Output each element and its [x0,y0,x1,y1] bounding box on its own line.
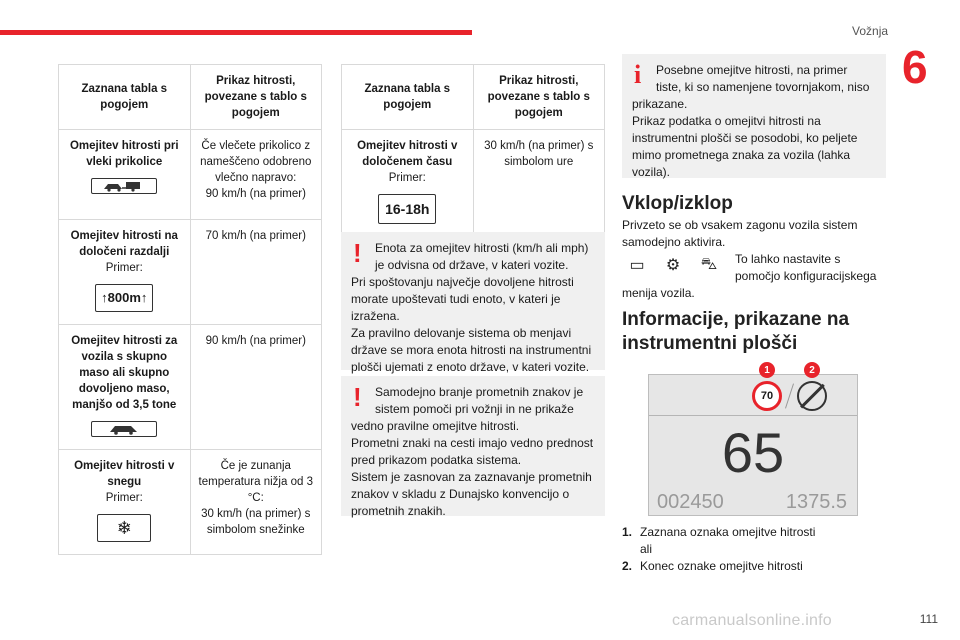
item-sub: ali [640,542,653,556]
condition-cell [59,220,191,325]
speed-sign-table-1 [58,64,322,555]
vklop-config-text: To lahko nastavite s pomočjo konfiguracijskega [735,252,877,283]
heading-vklop: Vklop/izklop [622,193,733,214]
instrument-cluster [648,374,858,516]
page-number: 111 [919,612,938,626]
table-header-row [59,65,322,130]
display-cell [190,220,321,325]
section-title: Vožnja [852,24,889,38]
cluster-divider [649,415,857,416]
condition-text: Omejitev hitrosti za vozila s skupno maso ali skupno dovoljeno maso, manjšo od 3,5 tone [71,335,178,411]
condition-note: Primer: [388,172,426,184]
speed-limit-sign: 70 [752,381,782,411]
distance-sign: ↑ 800m ↑ [95,284,153,312]
condition-text: Omejitev hitrosti pri vleki prikolice [69,140,179,168]
display-text: 30 km/h (na primer) s simbolom ure [484,140,594,168]
vehicle-icon: ⛍ [700,256,718,273]
display-text: Če je zunanja temperatura nižja od 3 °C: 30 km/h (na primer) s simbolom snežinke [198,460,313,536]
legend-list [622,524,842,575]
callout-badge-2: 2 [804,362,820,378]
table-row [59,325,322,450]
callout-badge-1: 1 [759,362,775,378]
speed-sign-table-2 [341,64,605,237]
column-header: Prikaz hitrosti, povezane s tablo s pogojem [190,65,321,130]
item-text: Zaznana oznaka omejitve hitrosti [640,525,816,539]
info-icon: i [634,60,642,89]
notice-lead: Samodejno branje prometnih znakov je sistem pomoči pri vožnji in ne prikaže [375,385,584,416]
separator [785,383,794,408]
column-header: Zaznana tabla s pogojem [59,65,191,130]
display-cell [190,325,321,450]
info-notice-trucks [622,54,886,178]
list-item [622,524,842,558]
snowflake-glyph: ❄ [116,518,132,538]
table-header-row [342,65,605,130]
notice-lead: Enota za omejitev hitrosti (km/h ali mph) je odvisna od države, v kateri vozite. [375,241,589,272]
chapter-number: 6 [902,41,928,93]
table-row [59,130,322,220]
display-text: 70 km/h (na primer) [205,230,306,242]
display-cell [190,450,321,555]
menu-screen-icon: ▭ [629,257,645,274]
top-accent-bar [0,30,472,35]
odometer: 002450 [657,491,724,513]
time-sign: 16-18h [378,194,436,224]
item-text: Konec oznake omejitve hitrosti [640,559,803,573]
heading-informacije: Informacije, prikazane na instrumentni plošči [622,309,850,354]
warning-icon: ! [353,382,362,412]
config-icons [622,254,730,276]
warning-icon: ! [353,238,362,268]
list-item [622,558,842,575]
column-header: Zaznana tabla s pogojem [342,65,474,130]
condition-text: Omejitev hitrosti na določeni razdalji [70,230,178,258]
snowflake-icon [97,514,151,542]
table-row [59,220,322,325]
column-header: Prikaz hitrosti, povezane s tablo s pogojem [473,65,604,130]
condition-cell [59,450,191,555]
table-row [59,450,322,555]
vklop-paragraph: Privzeto se ob vsakem zagonu vozila sistem samodejno aktivira. [622,218,858,249]
end-of-limit-sign [797,381,827,411]
car-icon [91,421,157,437]
condition-cell [342,130,474,237]
car-trailer-icon [91,178,157,194]
display-cell [473,130,604,237]
trip-meter: 1375.5 [785,491,847,513]
condition-text: Omejitev hitrosti v določenem času [357,140,458,168]
distance-sign-text: 800m [107,290,141,305]
watermark: carmanualsonline.info [672,612,832,629]
condition-cell [59,130,191,220]
notice-body: prikazane. Prikaz podatka o omejitvi hitrosti na instrumentni plošči se posodobi, ko peljete mimo prometnega znaka za vozila (lahka vozila). [632,97,858,179]
settings-icon: ⚙ [665,257,681,274]
display-text: Če vlečete prikolico z nameščeno odobreno vlečno napravo: 90 km/h (na primer) [200,140,312,200]
vklop-config-text-end: menija vozila. [622,286,695,300]
display-text: 90 km/h (na primer) [205,335,306,347]
condition-text: Omejitev hitrosti v snegu [74,460,175,488]
current-speed: 65 [721,421,785,484]
notice-body: Pri spoštovanju največje dovoljene hitrosti morate upoštevati tudi enoto, v kateri je izražena. Za pravilno delovanje sistema ob menjavi države se mora enota hitrosti na instrumentni plošči ujemati z enoto države, v kateri vozite. [351,275,592,374]
condition-note: Primer: [105,492,143,504]
item-number: 1. [622,525,633,539]
table-row [342,130,605,237]
item-number: 2. [622,559,633,573]
notice-lead: Posebne omejitve hitrosti, na primer tiste, ki so namenjene tovornjakom, niso [656,63,870,94]
warning-notice-units [341,232,605,374]
warning-notice-reading [341,376,605,516]
condition-note: Primer: [105,262,143,274]
condition-cell [59,325,191,450]
display-cell [190,130,321,220]
notice-body: vedno pravilne omejitve hitrosti. Prometni znaki na cesti imajo vedno prednost pred prikazom podatka sistema. Sistem je zasnovan za zaznavanje prometnih znakov v skladu z Dunajsko konvencijo o prometnih znakih. [351,419,594,518]
